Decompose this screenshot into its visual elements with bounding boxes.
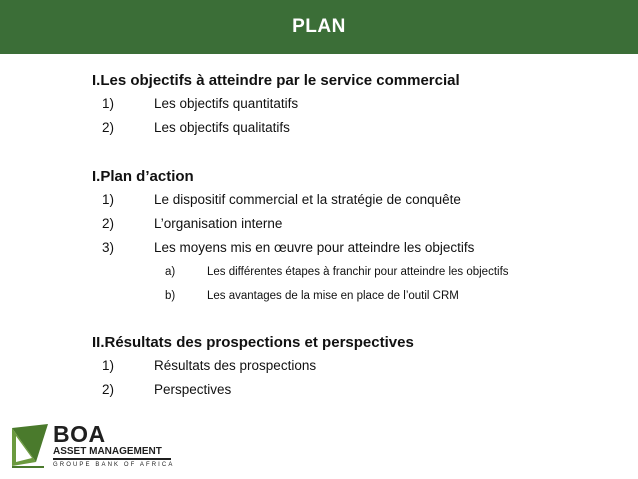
list-item-text: Les moyens mis en œuvre pour atteindre les objectifs: [154, 240, 475, 255]
list-item: [92, 116, 612, 140]
list-item-text: Le dispositif commercial et la stratégie de conquête: [154, 192, 461, 207]
boa-leaf-icon: [10, 422, 50, 472]
logo-group: GROUPE BANK OF AFRICA: [53, 462, 175, 468]
section-title: II.Résultats des prospections et perspectives: [92, 334, 414, 351]
list-item: [92, 236, 612, 260]
slide-title: PLAN: [292, 16, 346, 37]
list-item-text: L’organisation interne: [154, 216, 283, 231]
list-item-number: 2): [102, 382, 115, 397]
section-title: I.Les objectifs à atteindre par le service commercial: [92, 72, 460, 89]
list-item-number: 3): [102, 240, 115, 255]
list-item-number: 1): [102, 358, 115, 373]
list-item-number: 2): [102, 120, 115, 135]
logo-asset-management: ASSET MANAGEMENT: [53, 446, 162, 457]
list-item-number: 1): [102, 96, 115, 111]
list-item-text: Les objectifs qualitatifs: [154, 120, 290, 135]
logo-brand: BOA: [53, 421, 106, 447]
logo-divider: [53, 458, 171, 460]
list-item-text: Les objectifs quantitatifs: [154, 96, 299, 111]
list-item-number: 1): [102, 192, 115, 207]
boa-logo: [10, 420, 175, 472]
sub-list-item-letter: b): [165, 290, 176, 302]
list-item-text: Perspectives: [154, 382, 232, 397]
sub-list-item: [92, 284, 612, 308]
list-item-text: Résultats des prospections: [154, 358, 317, 373]
list-item-number: 2): [102, 216, 115, 231]
list-item: [92, 92, 612, 116]
list-item: [92, 354, 612, 378]
list-item: [92, 212, 612, 236]
slide-header: [0, 0, 638, 54]
section-title: I.Plan d’action: [92, 168, 194, 185]
sub-list-item-text: Les avantages de la mise en place de l’outil CRM: [207, 290, 459, 302]
sub-list-item: [92, 260, 612, 284]
list-item: [92, 378, 612, 402]
plan-outline: [92, 70, 612, 402]
sub-list-item-text: Les différentes étapes à franchir pour atteindre les objectifs: [207, 266, 509, 278]
list-item: [92, 188, 612, 212]
sub-list-item-letter: a): [165, 266, 176, 278]
